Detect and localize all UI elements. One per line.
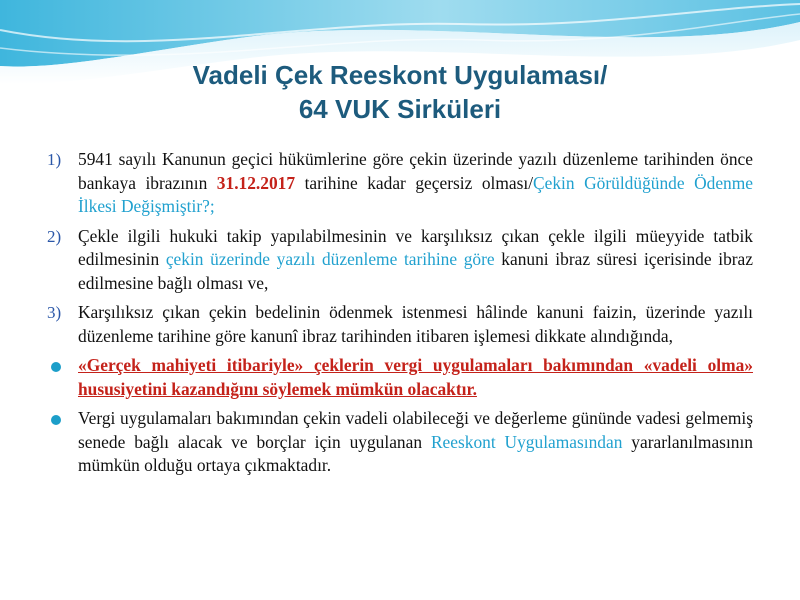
- item-5-text-b: yararlanılmasının mümkün olduğu ortaya çıkmaktadır.: [78, 431, 753, 475]
- list-item-1: [40, 148, 753, 219]
- item-2-highlight: çekin üzerinde yazılı düzenleme tarihine göre: [165, 249, 495, 269]
- item-3-text: Karşılıksız çıkan çekin bedelinin ödenmek istenmesi hâlinde kanuni faizin, üzerinde yazılı düzenleme tarihine göre kanunî ibraz tarihinden itibaren işlemesi dikkate alındığında,: [78, 302, 753, 346]
- list-item-4: [40, 354, 753, 401]
- page-title: [0, 58, 800, 126]
- list-item-2: [40, 225, 753, 296]
- list-item-5: [40, 407, 753, 478]
- bullet-dot-icon: [51, 362, 61, 372]
- list-marker-2: 2): [47, 226, 62, 246]
- list-item-3: [40, 301, 753, 348]
- item-1-highlight: Çekin Görüldüğünde Ödenme İlkesi Değişmiştir?;: [78, 172, 753, 216]
- item-1-date: 31.12.2017: [216, 172, 296, 193]
- list-marker-3: 3): [47, 303, 62, 322]
- item-1-text-b: tarihine kadar geçersiz olması/: [295, 172, 534, 193]
- item-2-text-a: Çekle ilgili hukuki takip yapılabilmesinin ve karşılıksız çıkan çekle ilgili müeyyide tatbik edilmesinin: [78, 225, 753, 269]
- item-5-highlight: Reeskont Uygulamasından: [430, 431, 623, 452]
- item-4-text: «Gerçek mahiyeti itibariyle» çeklerin vergi uygulamaları bakımından «vadeli olma» hususiyetini kazandığını söylemek mümkün olacaktır.: [78, 355, 753, 399]
- title-line-1: Vadeli Çek Reeskont Uygulaması/: [192, 60, 608, 90]
- slide-content: [40, 148, 753, 484]
- bullet-dot-icon: [51, 415, 61, 425]
- title-line-2: 64 VUK Sirküleri: [298, 94, 502, 124]
- list-marker-1: 1): [47, 150, 62, 169]
- item-2-text-b: kanuni ibraz süresi içerisinde ibraz edilmesine bağlı olması ve,: [78, 249, 753, 293]
- item-5-text-a: Vergi uygulamaları bakımından çekin vadeli olabileceği ve değerleme gününde vadesi gelmemiş senede bağlı alacak ve borçlar için uygulanan: [78, 408, 753, 452]
- item-1-text-a: 5941 sayılı Kanunun geçici hükümlerine göre çekin üzerinde yazılı düzenleme tarihinden önce bankaya ibrazının: [78, 149, 753, 193]
